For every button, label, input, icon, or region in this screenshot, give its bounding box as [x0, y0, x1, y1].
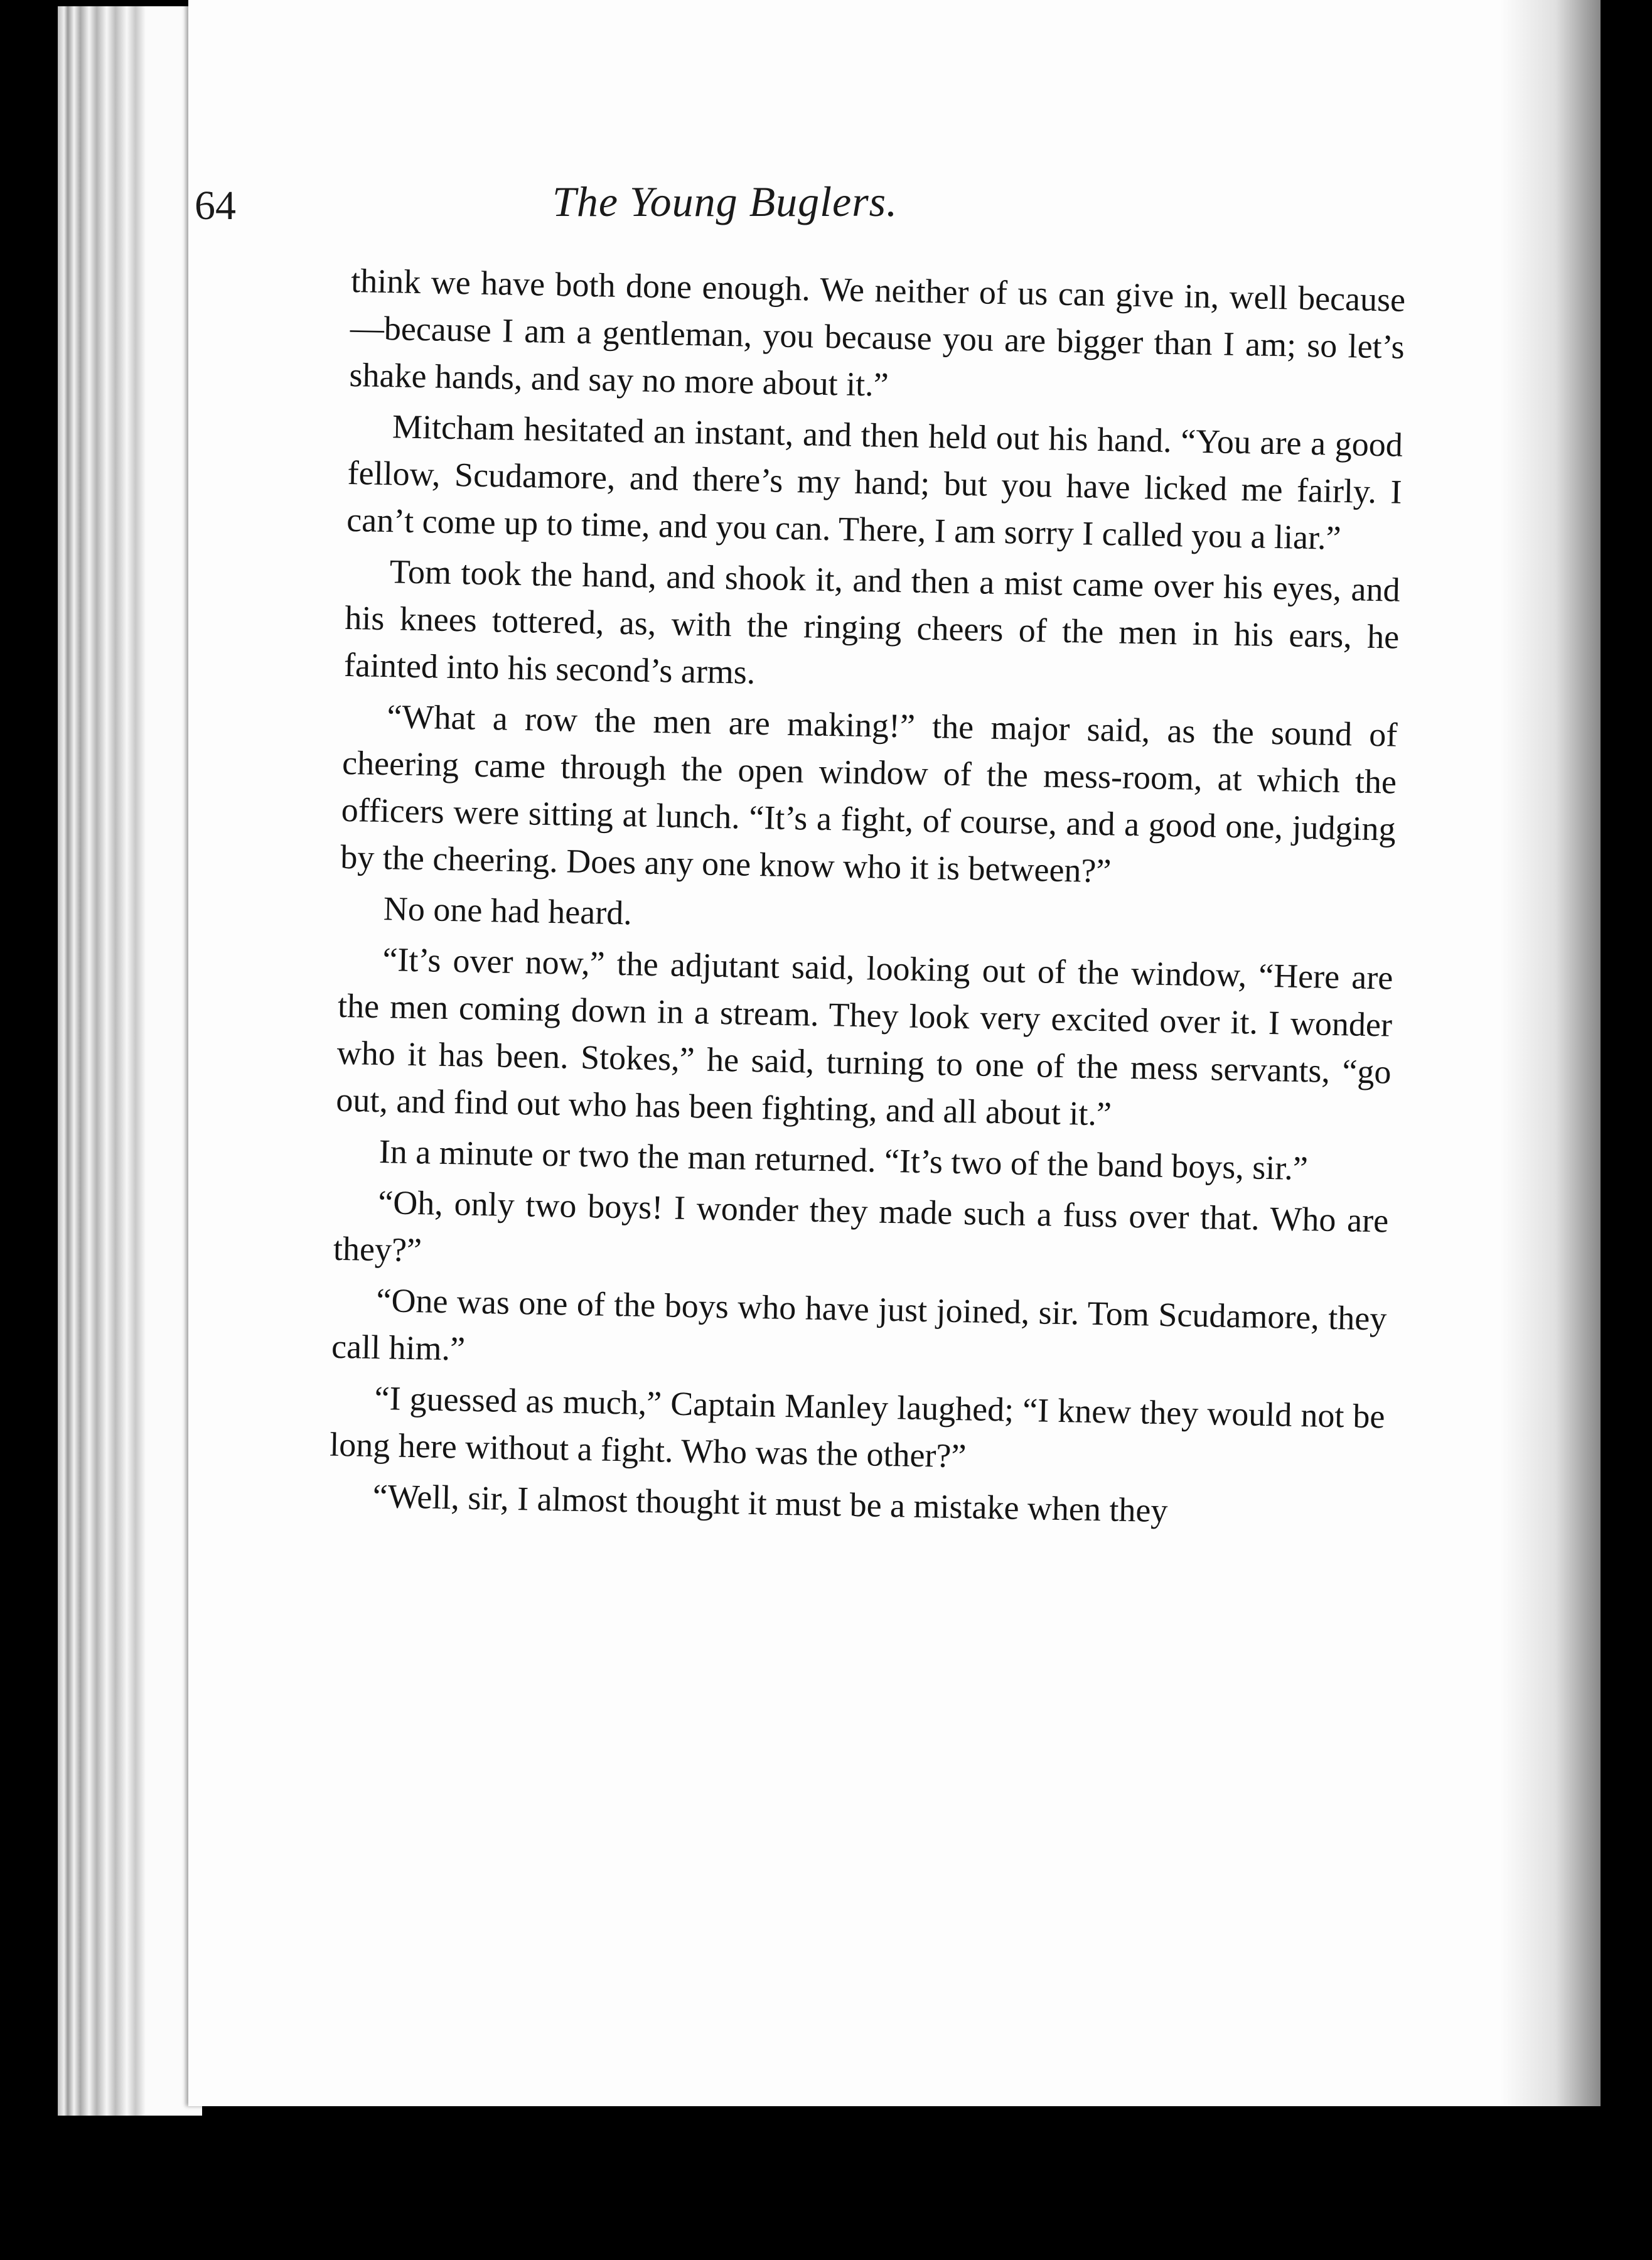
body-text [328, 257, 1406, 1542]
paragraph: Tom took the hand, and shook it, and then a mist came over his eyes, and his knees tottered, as, with the ringing cheers of the men in his ears, he fainted into his second’s arms. [343, 552, 1401, 691]
paragraph: Mitcham hesitated an instant, and then held out his hand. “You are a good fellow, Scudamore, and there’s my hand; but you have licked me fairly. I can’t come up to time, and you can. There, I am sorry I called you a liar.” [346, 407, 1403, 557]
paragraph: “Oh, only two boys! I wonder they made such a fuss over that. Who are they?” [333, 1183, 1389, 1269]
running-title: The Young Buglers. [552, 178, 898, 225]
paragraph: “Well, sir, I almost thought it must be a mistake when they [372, 1477, 1168, 1530]
paragraph: No one had heard. [383, 890, 633, 932]
gutter-shadow [1500, 0, 1601, 2106]
page-edges [58, 6, 202, 2116]
paragraph: “One was one of the boys who have just joined, sir. Tom Scudamore, they call him.” [331, 1281, 1387, 1368]
paragraph: “I guessed as much,” Captain Manley laughed; “I knew they would not be long here without a fight. Who was the other?” [329, 1379, 1385, 1475]
paragraph: “It’s over now,” the adjutant said, looking out of the window, “Here are the men coming down in a stream. They look very excited over it. I wonder who it has been. Stokes,” he said, turning to one of the mess servants, “go out, and find out who has been fighting, and all about it.” [335, 940, 1393, 1133]
paragraph: “What a row the men are making!” the major said, as the sound of cheering came through the open window of the mess-room, at which the officers were sitting at lunch. “It’s a fight, of course, and a good one, judging by the cheering. Does any one know who it is between?” [340, 697, 1398, 890]
page-number: 64 [195, 183, 236, 229]
page-header [195, 177, 1105, 246]
paragraph: think we have both done enough. We neither of us can give in, well because—because I am a gentleman, you because you are bigger than I am; so let’s shake hands, and say no more about it.” [349, 261, 1406, 404]
paragraph: In a minute or two the man returned. “It’s two of the band boys, sir.” [378, 1133, 1309, 1188]
